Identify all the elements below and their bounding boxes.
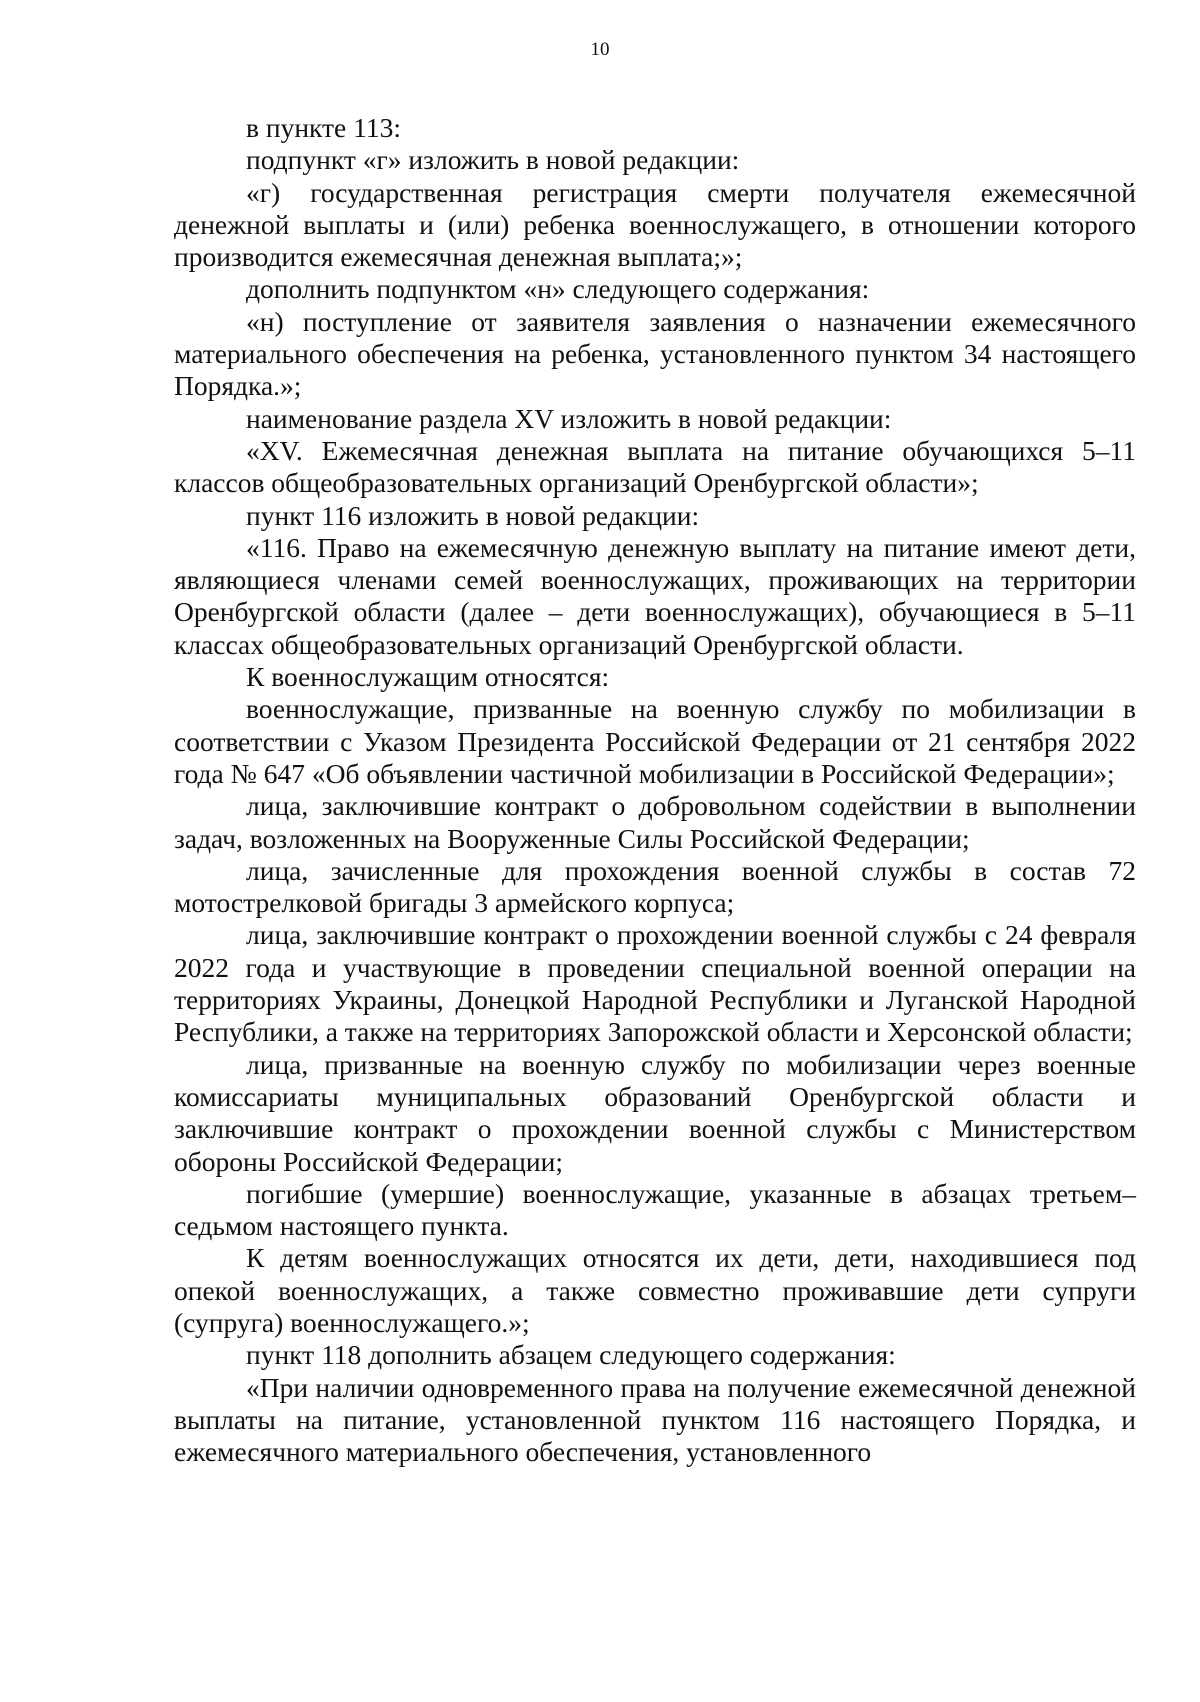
paragraph-item-113: в пункте 113: <box>246 112 402 143</box>
paragraph-servicemen-brigade: лица, зачисленные для прохождения военной службы в состав 72 мотострелковой бригады 3 армейского корпуса; <box>174 854 1136 919</box>
paragraph-servicemen-mobilized: военнослужащие, призванные на военную службу по мобилизации в соответствии с Указом Президента Российской Федерации от 21 сентября 2022 года № 647 «Об объявлении частичной мобилизации в Российской Федерации»; <box>174 693 1136 789</box>
paragraph-subitem-g-text: «г) государственная регистрация смерти получателя ежемесячной денежной выплаты и (или) ребенка военнослужащего, в отношении которого производится ежемесячная денежная выплата;»; <box>174 176 1136 273</box>
document-body <box>174 112 1136 1468</box>
paragraph-section-xv-instruction: наименование раздела XV изложить в новой редакции: <box>246 402 892 434</box>
paragraph-servicemen-deceased: погибшие (умершие) военнослужащие, указанные в абзацах третьем–седьмом настоящего пункта. <box>174 1177 1136 1242</box>
paragraph-subitem-g-instruction: подпункт «г» изложить в новой редакции: <box>246 144 740 176</box>
paragraph-children-definition: К детям военнослужащих относятся их дети, дети, находившиеся под опекой военнослужащих, а также совместно проживавшие дети супруги (супруга) военнослужащего.»; <box>174 1242 1136 1338</box>
paragraph-item-116-instruction: пункт 116 изложить в новой редакции: <box>246 499 700 531</box>
paragraph-servicemen-commissariats: лица, призванные на военную службу по мобилизации через военные комиссариаты муниципальных образований Оренбургской области и заключившие контракт о прохождении военной службы с Министерством обороны Российской Федерации; <box>174 1048 1136 1177</box>
paragraph-item-116-text: «116. Право на ежемесячную денежную выплату на питание имеют дети, являющиеся членами семей военнослужащих, проживающих на территории Оренбургской области (далее – дети военнослужащих), обучающиеся в 5–11 классах общеобразовательных организаций Оренбургской области. <box>174 531 1136 660</box>
paragraph-subitem-n-instruction: дополнить подпунктом «н» следующего содержания: <box>246 273 870 305</box>
paragraph-servicemen-volunteers: лица, заключившие контракт о добровольном содействии в выполнении задач, возложенных на Вооруженные Силы Российской Федерации; <box>174 790 1136 854</box>
paragraph-section-xv-title: «XV. Ежемесячная денежная выплата на питание обучающихся 5–11 классов общеобразовательных организаций Оренбургской области»; <box>174 434 1136 499</box>
paragraph-item-118-instruction: пункт 118 дополнить абзацем следующего содержания: <box>246 1339 896 1371</box>
paragraph-servicemen-intro: К военнослужащим относятся: <box>246 661 610 693</box>
paragraph-subitem-n-text: «н) поступление от заявителя заявления о назначении ежемесячного материального обеспечения на ребенка, установленного пунктом 34 настоящего Порядка.»; <box>174 305 1136 402</box>
paragraph-item-118-text: «При наличии одновременного права на получение ежемесячной денежной выплаты на питание, установленной пунктом 116 настоящего Порядка, и ежемесячного материального обеспечения, установленного <box>174 1371 1136 1468</box>
page-number: 10 <box>590 39 610 60</box>
paragraph-servicemen-contract: лица, заключившие контракт о прохождении военной службы с 24 февраля 2022 года и участвующие в проведении специальной военной операции на территориях Украины, Донецкой Народной Республики и Луганской Народной Республики, а также на территориях Запорожской области и Херсонской области; <box>174 919 1136 1048</box>
